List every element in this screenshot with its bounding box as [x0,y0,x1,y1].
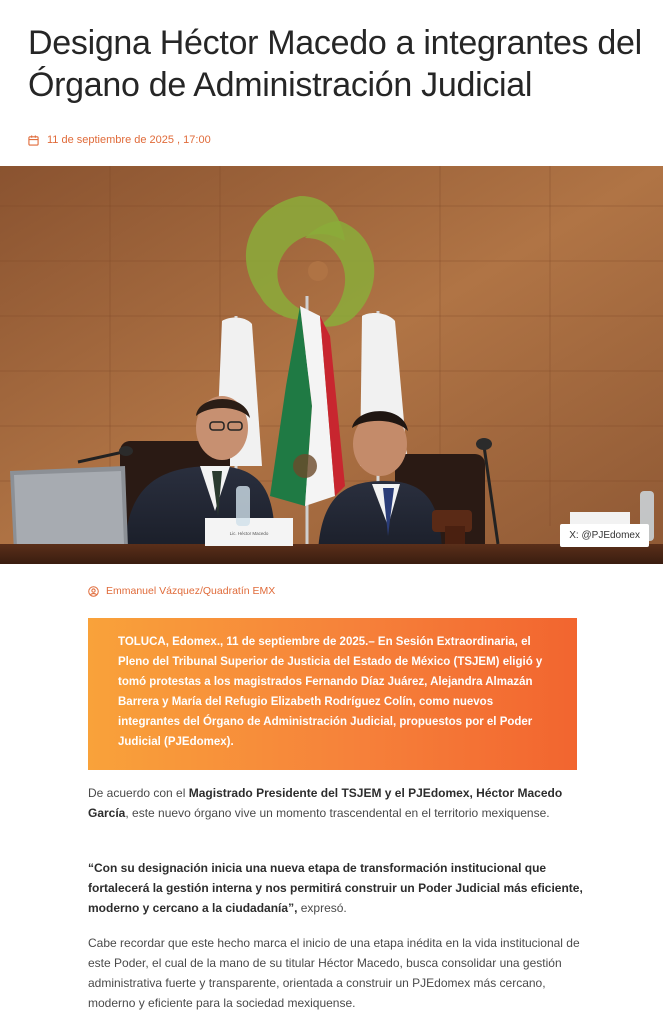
photo-credit-badge: X: @PJEdomex [560,524,649,547]
p1-text-a: De acuerdo con el [88,786,189,800]
p2-quote: “Con su designación inicia una nueva etapa de transformación institucional que fortalecerá la gestión interna y nos permitirá construir un Poder Judicial más eficiente, moderno y cercano a la ciudadanía”, [88,861,583,915]
article-date [28,132,211,148]
p2-text-b: expresó. [297,901,347,915]
author-name: Emmanuel Vázquez/Quadratín EMX [106,585,276,597]
article-photo [0,166,663,564]
date-text: 11 de septiembre de 2025 , 17:00 [47,134,211,146]
lead-paragraph: TOLUCA, Edomex., 11 de septiembre de 2025.– En Sesión Extraordinaria, el Pleno del Tribunal Superior de Justicia del Estado de México (TSJEM) eligió y tomó protestas a los magistrados Fernando Díaz Juárez, Alejandra Almazán Barrera y María del Refugio Elizabeth Rodríguez Colín, como nuevos integrantes del Órgano de Administración Judicial, propuestos por el Poder Judicial (PJEdomex). [88,618,577,770]
article-title: Designa Héctor Macedo a integrantes del Órgano de Administración Judicial [28,24,642,104]
nameplate-text: Lic. Héctor Macedo [229,531,269,536]
body-paragraph-3: Cabe recordar que este hecho marca el inicio de una etapa inédita en la vida institucional de este Poder, el cual de la mano de su titular Héctor Macedo, busca consolidar una gestión administrativa fuerte y transparente, orientada a construir un PJEdomex más cercano, moderno y eficiente para la sociedad mexiquense. [88,936,580,1010]
p1-text-c: , este nuevo órgano vive un momento trascendental en el territorio mexiquense. [125,806,550,820]
user-circle-icon [88,586,99,597]
photo-illustration [0,166,663,564]
body-paragraph-1 [88,783,588,823]
calendar-icon [28,135,39,146]
laptop [10,466,128,552]
body-paragraph-2 [88,858,588,918]
article-author [88,585,275,597]
p1-bold: Magistrado Presidente del TSJEM y el PJEdomex, Héctor Macedo García [88,786,563,820]
